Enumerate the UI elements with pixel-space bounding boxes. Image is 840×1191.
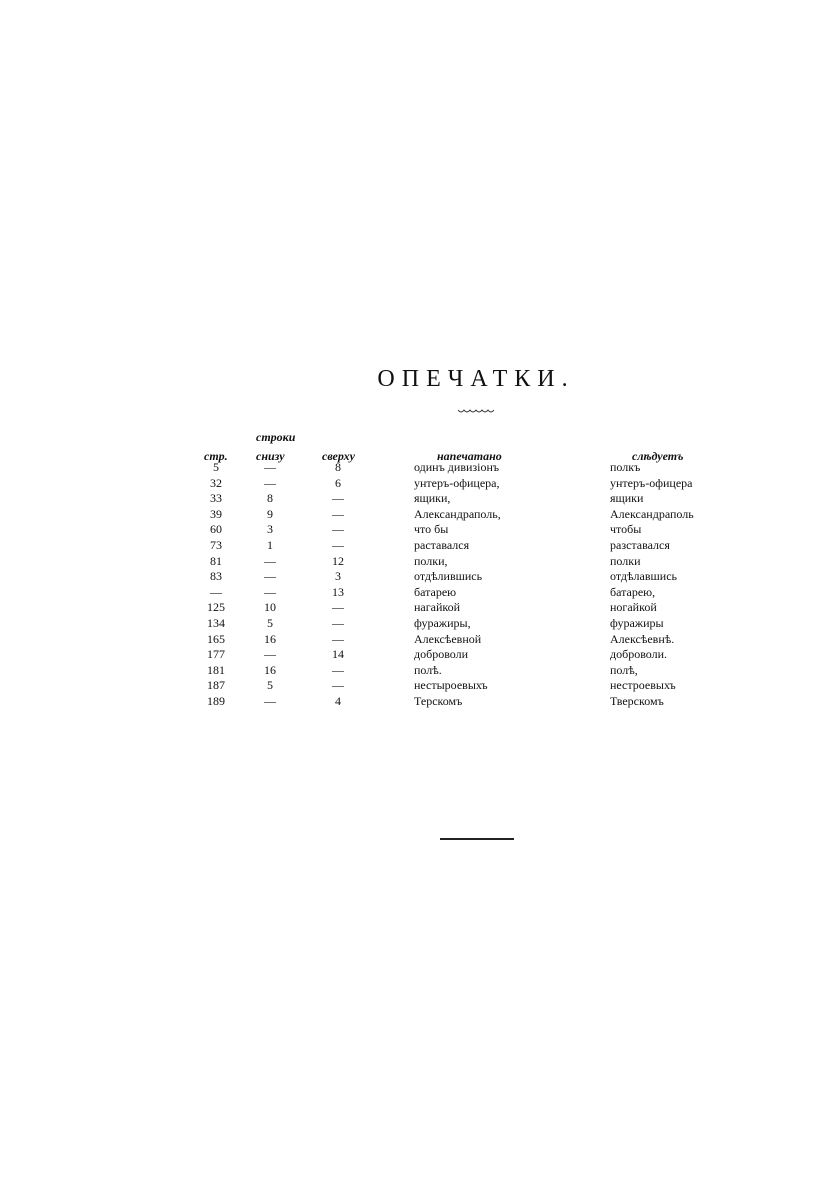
column-header-printed: напечатано	[437, 449, 502, 463]
cell-should-read: ногайкой	[610, 600, 657, 615]
table-row	[0, 569, 840, 585]
cell-page: 181	[207, 662, 225, 677]
cell-from-top: —	[332, 522, 344, 537]
cell-from-top: 4	[335, 693, 341, 708]
cell-printed: что бы	[414, 522, 449, 537]
cell-from-bottom: 16	[264, 662, 276, 677]
cell-page: 39	[210, 506, 222, 521]
cell-from-top: —	[332, 615, 344, 630]
cell-from-bottom: 9	[267, 506, 273, 521]
cell-from-bottom: 1	[267, 537, 273, 552]
cell-printed: раставался	[414, 537, 470, 552]
cell-from-bottom: —	[264, 475, 276, 490]
table-row	[0, 647, 840, 663]
cell-should-read: полки	[610, 553, 641, 568]
cell-page: —	[210, 584, 222, 599]
cell-from-bottom: —	[264, 460, 276, 474]
cell-from-top: 6	[335, 475, 341, 490]
cell-from-bottom: 3	[267, 522, 273, 537]
table-row	[0, 616, 840, 632]
cell-printed: ящики,	[414, 491, 451, 506]
cell-printed: нестыроевыхъ	[414, 678, 488, 693]
errata-table	[0, 460, 840, 710]
table-row	[0, 507, 840, 523]
cell-from-bottom: 10	[264, 600, 276, 615]
cell-should-read: чтобы	[610, 522, 642, 537]
cell-printed: полѣ.	[414, 662, 442, 677]
page-title: ОПЕЧАТКИ.	[377, 366, 575, 392]
table-row	[0, 538, 840, 554]
cell-should-read: Тверскомъ	[610, 693, 664, 708]
cell-from-top: 12	[332, 553, 344, 568]
decorative-ornament	[456, 406, 496, 416]
cell-printed: фуражиры,	[414, 615, 471, 630]
cell-should-read: унтеръ-офицера	[610, 475, 693, 490]
cell-from-top: 3	[335, 569, 341, 584]
cell-from-bottom: 5	[267, 678, 273, 693]
closing-rule	[440, 838, 514, 840]
table-row	[0, 522, 840, 538]
cell-should-read: батарею,	[610, 584, 656, 599]
cell-should-read: Алексѣевнѣ.	[610, 631, 675, 646]
cell-printed: полки,	[414, 553, 448, 568]
cell-printed: одинъ дивизіонъ	[414, 460, 500, 474]
table-row	[0, 632, 840, 648]
cell-should-read: разставался	[610, 537, 670, 552]
cell-printed: доброволи	[414, 647, 469, 662]
cell-printed: батарею	[414, 584, 457, 599]
table-row	[0, 694, 840, 710]
cell-from-top: 13	[332, 584, 344, 599]
table-row	[0, 460, 840, 476]
cell-printed: нагайкой	[414, 600, 461, 615]
cell-from-top: 8	[335, 460, 341, 474]
table-row	[0, 554, 840, 570]
cell-page: 81	[210, 553, 222, 568]
cell-should-read: фуражиры	[610, 615, 664, 630]
cell-page: 165	[207, 631, 225, 646]
cell-from-top: —	[332, 600, 344, 615]
cell-should-read: нестроевыхъ	[610, 678, 676, 693]
cell-from-bottom: —	[264, 569, 276, 584]
cell-should-read: ящики	[610, 491, 644, 506]
column-group-header-lines: строки	[256, 430, 296, 444]
table-row	[0, 585, 840, 601]
cell-from-top: —	[332, 506, 344, 521]
cell-from-top: —	[332, 678, 344, 693]
cell-from-top: —	[332, 631, 344, 646]
cell-should-read: Александраполь	[610, 506, 694, 521]
cell-page: 60	[210, 522, 222, 537]
cell-page: 187	[207, 678, 225, 693]
cell-page: 73	[210, 537, 222, 552]
cell-from-bottom: —	[264, 553, 276, 568]
cell-from-top: —	[332, 662, 344, 677]
table-row	[0, 600, 840, 616]
column-header-from-bottom: снизу	[256, 449, 285, 463]
cell-from-bottom: 16	[264, 631, 276, 646]
column-header-page: стр.	[204, 449, 228, 463]
cell-page: 33	[210, 491, 222, 506]
cell-from-bottom: 5	[267, 615, 273, 630]
cell-should-read: доброволи.	[610, 647, 668, 662]
cell-from-bottom: —	[264, 584, 276, 599]
cell-from-top: 14	[332, 647, 344, 662]
cell-printed: унтеръ-офицера,	[414, 475, 500, 490]
cell-printed: отдѣлившись	[414, 569, 483, 584]
table-row	[0, 491, 840, 507]
cell-from-top: —	[332, 491, 344, 506]
table-row	[0, 476, 840, 492]
cell-page: 189	[207, 693, 225, 708]
cell-page: 125	[207, 600, 225, 615]
cell-should-read: полѣ,	[610, 662, 638, 677]
cell-from-top: —	[332, 537, 344, 552]
column-header-from-top: сверху	[322, 449, 355, 463]
table-row	[0, 663, 840, 679]
column-header-should-read: слѣдуетъ	[632, 449, 684, 463]
cell-from-bottom: —	[264, 693, 276, 708]
cell-from-bottom: —	[264, 647, 276, 662]
table-row	[0, 678, 840, 694]
cell-printed: Терскомъ	[414, 693, 463, 708]
cell-should-read: полкъ	[610, 460, 641, 474]
cell-from-bottom: 8	[267, 491, 273, 506]
cell-page: 177	[207, 647, 225, 662]
cell-page: 134	[207, 615, 225, 630]
cell-should-read: отдѣлавшись	[610, 569, 677, 584]
cell-printed: Алексѣевной	[414, 631, 482, 646]
cell-printed: Александраполь,	[414, 506, 501, 521]
cell-page: 32	[210, 475, 222, 490]
cell-page: 5	[213, 460, 219, 474]
cell-page: 83	[210, 569, 222, 584]
